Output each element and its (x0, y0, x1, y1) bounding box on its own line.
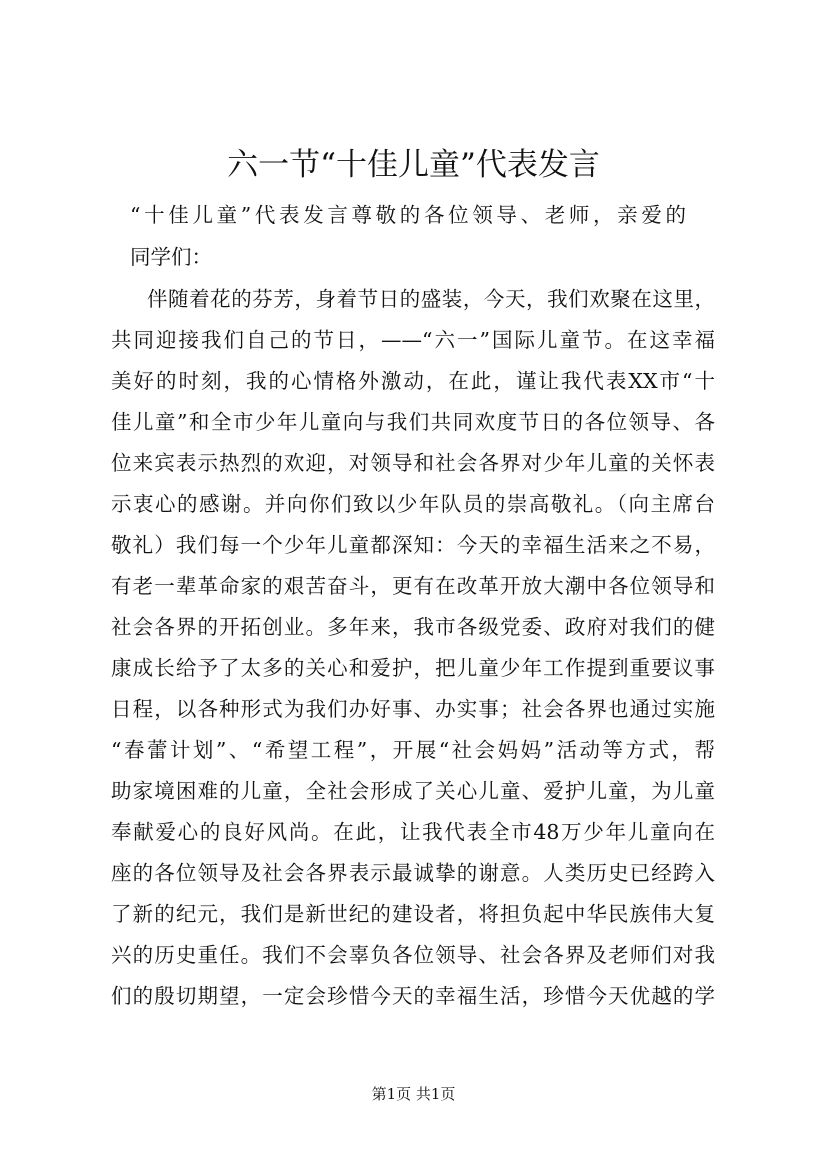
subheading-line: “十佳儿童”代表发言尊敬的各位领导、老师，亲爱的 (130, 203, 686, 227)
body-line: 伴随着花的芬芳，身着节日的盛装，今天，我们欢聚在这里， (147, 287, 715, 311)
body-line: 佳儿童”和全市少年儿童向与我们共同欢度节日的各位领导、各 (111, 410, 715, 434)
body-line: 兴的历史重任。我们不会辜负各位领导、社会各界及老师们对我 (111, 943, 715, 967)
document-title: 六一节“十佳儿童”代表发言 (227, 147, 600, 183)
page-number-footer: 第1页 共1页 (371, 1085, 456, 1103)
body-line: 社会各界的开拓创业。多年来，我市各级党委、政府对我们的健 (111, 615, 715, 639)
subheading-line: 同学们： (130, 245, 212, 269)
body-line: 康成长给予了太多的关心和爱护，把儿童少年工作提到重要议事 (111, 656, 715, 680)
body-line: 助家境困难的儿童，全社会形成了关心儿童、爱护儿童，为儿童 (111, 779, 715, 803)
body-line: 们的殷切期望，一定会珍惜今天的幸福生活，珍惜今天优越的学 (111, 984, 715, 1008)
body-line: 奉献爱心的良好风尚。在此，让我代表全市48万少年儿童向在 (111, 820, 715, 844)
body-line: 美好的时刻，我的心情格外激动，在此，谨让我代表XX市“十 (111, 369, 715, 393)
body-line: 位来宾表示热烈的欢迎，对领导和社会各界对少年儿童的关怀表 (111, 451, 715, 475)
body-line: 示衷心的感谢。并向你们致以少年队员的崇高敬礼。（向主席台 (111, 492, 715, 516)
body-line: “春蕾计划”、“希望工程”，开展“社会妈妈”活动等方式，帮 (111, 738, 715, 762)
body-line: 日程，以各种形式为我们办好事、办实事；社会各界也通过实施 (111, 697, 715, 721)
body-line: 了新的纪元，我们是新世纪的建设者，将担负起中华民族伟大复 (111, 902, 715, 926)
body-line: 共同迎接我们自己的节日，——“六一”国际儿童节。在这幸福 (111, 328, 715, 352)
body-line: 有老一辈革命家的艰苦奋斗，更有在改革开放大潮中各位领导和 (111, 574, 715, 598)
body-line: 敬礼）我们每一个少年儿童都深知：今天的幸福生活来之不易， (111, 533, 715, 557)
body-line: 座的各位领导及社会各界表示最诚挚的谢意。人类历史已经跨入 (111, 861, 715, 885)
